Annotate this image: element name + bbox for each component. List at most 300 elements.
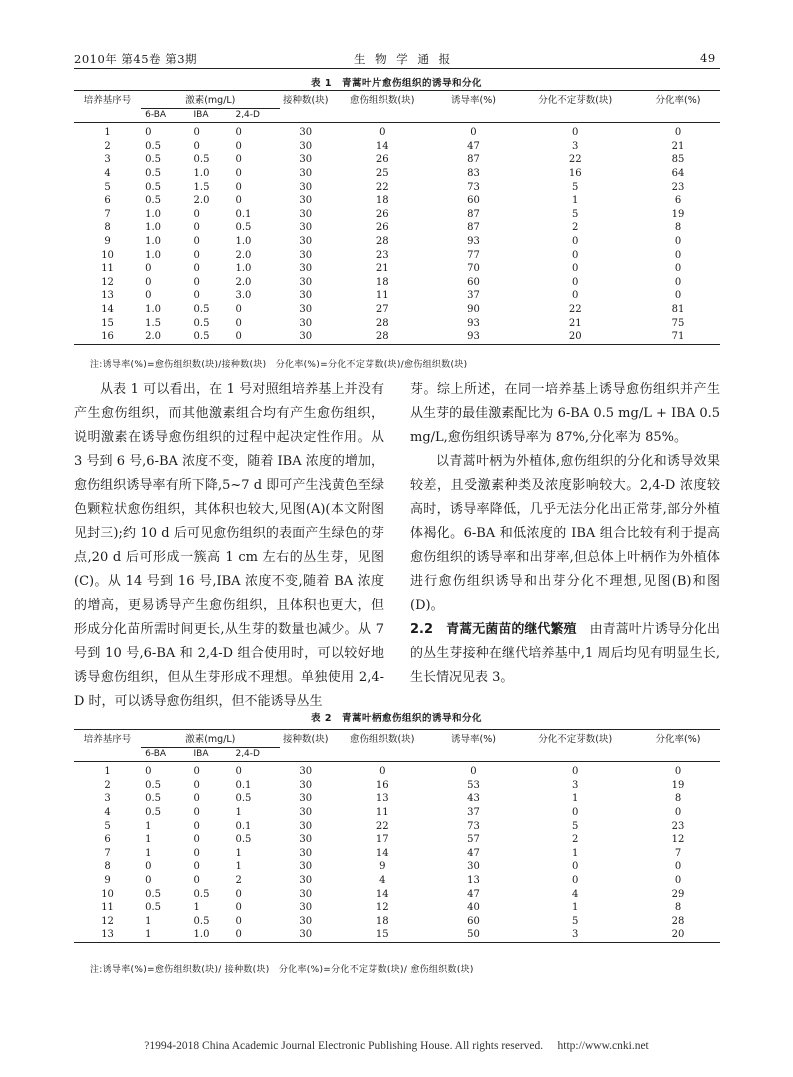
cell-inoculated: 30 <box>299 222 313 234</box>
cell-callus: 26 <box>375 222 389 234</box>
table2-note: 注:诱导率(%)=愈伤组织数(块)/ 接种数(块) 分化率(%)=分化不定芽数(块)/ 愈伤组织数(块) <box>90 965 474 975</box>
table-row <box>74 235 720 249</box>
col-hormone: 激素(mg/L) <box>185 734 236 745</box>
cell-iba: 1.0 <box>193 167 210 179</box>
cell-medium-no: 3 <box>104 154 111 166</box>
cell-diff-rate: 12 <box>671 834 685 846</box>
cell-inoculated: 30 <box>299 290 313 302</box>
col-adventitious-buds: 分化不定芽数(块) <box>538 734 613 745</box>
cell-6ba: 0.5 <box>145 793 162 805</box>
cell-iba: 0.5 <box>193 154 210 166</box>
cell-24d: 1.0 <box>235 235 252 247</box>
col-induction-rate: 诱导率(%) <box>451 95 496 106</box>
table-row <box>74 303 720 317</box>
cell-induction-rate: 0 <box>470 127 477 139</box>
table-row <box>74 276 720 290</box>
cell-diff-rate: 19 <box>671 779 685 791</box>
cell-induction-rate: 93 <box>467 331 480 343</box>
cell-induction-rate: 30 <box>467 861 480 873</box>
cell-inoculated: 30 <box>299 195 313 207</box>
cell-medium-no: 10 <box>101 249 114 261</box>
cell-inoculated: 30 <box>299 902 313 914</box>
col-inoculated: 接种数(块) <box>283 95 329 106</box>
cell-induction-rate: 47 <box>467 140 480 152</box>
cell-24d: 1 <box>235 861 242 873</box>
cell-24d: 0.1 <box>235 208 252 220</box>
cell-buds: 0 <box>572 766 579 778</box>
cell-iba: 0 <box>193 140 200 152</box>
cell-6ba: 0.5 <box>145 167 162 179</box>
cell-callus: 11 <box>375 806 389 818</box>
col-diff-rate: 分化率(%) <box>655 95 701 106</box>
cell-6ba: 1 <box>145 915 152 927</box>
cell-buds: 0 <box>572 263 579 275</box>
cell-callus: 9 <box>379 861 386 873</box>
cell-6ba: 0.5 <box>145 806 162 818</box>
cell-induction-rate: 93 <box>467 235 480 247</box>
cell-medium-no: 11 <box>101 902 114 914</box>
cell-induction-rate: 60 <box>467 915 480 927</box>
cell-inoculated: 30 <box>299 820 313 832</box>
col-6ba: 6-BA <box>141 747 193 762</box>
cell-iba: 0 <box>193 806 200 818</box>
cell-buds: 0 <box>572 235 579 247</box>
cell-buds: 1 <box>572 793 579 805</box>
cell-6ba: 0.5 <box>145 888 162 900</box>
cell-induction-rate: 37 <box>467 290 480 302</box>
cell-medium-no: 12 <box>101 915 114 927</box>
col-iba: IBA <box>194 108 236 123</box>
cell-6ba: 1.0 <box>145 208 162 220</box>
table2-body <box>74 762 720 943</box>
cell-6ba: 1.0 <box>145 303 162 315</box>
cell-diff-rate: 29 <box>671 888 685 900</box>
journal-issue: 2010年 第45卷 第3期 <box>74 52 198 66</box>
table-row <box>74 140 720 154</box>
cell-inoculated: 30 <box>299 249 313 261</box>
table-row <box>74 820 720 834</box>
cell-iba: 0 <box>193 249 200 261</box>
cell-induction-rate: 40 <box>467 902 480 914</box>
cell-medium-no: 5 <box>104 820 111 832</box>
cell-6ba: 0.5 <box>145 902 162 914</box>
cell-inoculated: 30 <box>299 276 313 288</box>
cell-iba: 0 <box>193 874 200 886</box>
cell-callus: 23 <box>375 249 389 261</box>
cell-induction-rate: 47 <box>467 847 480 859</box>
cell-24d: 0 <box>235 902 242 914</box>
cell-6ba: 1 <box>145 820 152 832</box>
cell-buds: 0 <box>572 127 579 139</box>
cell-induction-rate: 93 <box>467 317 480 329</box>
cell-callus: 14 <box>375 847 389 859</box>
paragraph: 芽。综上所述，在同一培养基上诱导愈伤组织并产生从生芽的最佳激素配比为 6-BA 0.5 mg/L + IBA 0.5 mg/L,愈伤组织诱导率为 87%,分化率为 85%。 <box>410 382 720 445</box>
cell-24d: 1.0 <box>235 263 252 275</box>
cell-medium-no: 2 <box>104 779 111 791</box>
cell-6ba: 0.5 <box>145 195 162 207</box>
cell-iba: 0 <box>193 779 200 791</box>
cell-inoculated: 30 <box>299 263 313 275</box>
cell-6ba: 0.5 <box>145 779 162 791</box>
cell-6ba: 0 <box>145 263 152 275</box>
cell-buds: 0 <box>572 290 579 302</box>
cell-24d: 0.5 <box>235 834 252 846</box>
cell-24d: 0 <box>235 317 242 329</box>
cell-medium-no: 8 <box>104 861 111 873</box>
table-row <box>74 221 720 235</box>
table-row <box>74 847 720 861</box>
col-inoculated: 接种数(块) <box>283 734 329 745</box>
cell-diff-rate: 23 <box>671 181 685 193</box>
cell-callus: 18 <box>375 915 389 927</box>
cell-callus: 4 <box>379 874 386 886</box>
cell-24d: 0.1 <box>235 779 252 791</box>
cell-diff-rate: 0 <box>674 127 682 139</box>
cell-24d: 0 <box>235 167 242 179</box>
cell-induction-rate: 37 <box>467 806 480 818</box>
paragraph: 从表 1 可以看出，在 1 号对照组培养基上并没有产生愈伤组织，而其他激素组合均有产生愈伤组织，说明激素在诱导愈伤组织的过程中起决定性作用。从 3 号到 6 号,6-BA 浓度不变，随着 IBA 浓度的增加，愈伤组织诱导率有所下降,5~7 d 即可产生浅黄色至绿色颗粒状愈伤组织，其体积也较大,见图(A)(本文附图见封三);约 10 d 后可见愈伤组织的表面产生绿色的芽点,20 d 后可形成一簇高 1 cm 左右的丛生芽，见图(C)。从 14 号到 16 号,IBA 浓度不变,随着 BA 浓度的增高，更易诱导产生愈伤组织，且体积也更大，但形成分化苗所需时间更长,从生芽的数量也减少。从 7 号到 10 号,6-BA 和 2,4-D 组合使用时，可以较好地诱导愈伤组织，但从生芽形成不理想。单独使用 2,4-D 时，可以诱导愈伤组织，但不能诱导丛生 <box>74 382 384 709</box>
cell-inoculated: 30 <box>299 303 313 315</box>
cell-callus: 17 <box>375 834 389 846</box>
col-callus: 愈伤组织数(块) <box>350 95 415 106</box>
cell-diff-rate: 21 <box>671 140 685 152</box>
cell-iba: 0.5 <box>193 303 210 315</box>
cell-callus: 14 <box>375 888 389 900</box>
section-number: 2.2 <box>410 622 434 637</box>
table-row <box>74 779 720 793</box>
cell-diff-rate: 23 <box>671 820 685 832</box>
cell-diff-rate: 7 <box>674 847 682 859</box>
cell-6ba: 2.0 <box>145 331 162 343</box>
cell-induction-rate: 87 <box>467 154 480 166</box>
cell-diff-rate: 0 <box>674 263 682 275</box>
cell-diff-rate: 0 <box>674 806 682 818</box>
cell-callus: 21 <box>375 263 389 275</box>
cell-inoculated: 30 <box>299 861 313 873</box>
cell-medium-no: 13 <box>101 929 114 941</box>
cell-medium-no: 15 <box>101 317 114 329</box>
cell-inoculated: 30 <box>299 834 313 846</box>
cell-buds: 1 <box>572 847 579 859</box>
col-medium-no: 培养基序号 <box>83 734 132 745</box>
cell-iba: 0 <box>193 290 200 302</box>
cell-induction-rate: 53 <box>467 779 480 791</box>
journal-title: 生 物 学 通 报 <box>354 52 454 66</box>
cell-callus: 0 <box>379 766 386 778</box>
cell-induction-rate: 77 <box>467 249 480 261</box>
body-column-left <box>74 378 384 714</box>
cell-24d: 0 <box>235 331 242 343</box>
cell-24d: 0 <box>235 915 242 927</box>
cell-callus: 22 <box>375 820 389 832</box>
cell-24d: 0.1 <box>235 820 252 832</box>
cell-diff-rate: 0 <box>674 766 682 778</box>
cell-iba: 0 <box>193 235 200 247</box>
cell-buds: 5 <box>572 208 579 220</box>
cell-6ba: 1.0 <box>145 235 162 247</box>
cell-callus: 11 <box>375 290 389 302</box>
cell-induction-rate: 47 <box>467 888 480 900</box>
table-row <box>74 330 720 344</box>
cell-24d: 0.5 <box>235 222 252 234</box>
cell-callus: 13 <box>375 793 389 805</box>
cell-iba: 0 <box>193 127 200 139</box>
cell-induction-rate: 60 <box>467 195 480 207</box>
table-row <box>74 167 720 181</box>
cell-iba: 0 <box>193 208 200 220</box>
cell-buds: 0 <box>572 276 579 288</box>
cell-medium-no: 10 <box>101 888 114 900</box>
cell-iba: 0 <box>193 766 200 778</box>
cell-medium-no: 3 <box>104 793 111 805</box>
cell-induction-rate: 73 <box>467 820 480 832</box>
cell-6ba: 0 <box>145 290 152 302</box>
cell-diff-rate: 8 <box>674 902 682 914</box>
table-row <box>74 153 720 167</box>
cell-6ba: 0 <box>145 127 152 139</box>
cell-inoculated: 30 <box>299 874 313 886</box>
cell-callus: 22 <box>375 181 389 193</box>
cell-buds: 0 <box>572 874 579 886</box>
table-row <box>74 262 720 276</box>
cell-iba: 1.5 <box>193 181 210 193</box>
cell-6ba: 1.0 <box>145 249 162 261</box>
cell-callus: 26 <box>375 208 389 220</box>
cell-medium-no: 8 <box>104 222 111 234</box>
cell-medium-no: 9 <box>104 235 111 247</box>
cell-medium-no: 1 <box>104 766 111 778</box>
table-row <box>74 208 720 222</box>
table-row <box>74 888 720 902</box>
cell-iba: 0.5 <box>193 888 210 900</box>
col-24d: 2,4-D <box>235 747 279 762</box>
cell-iba: 0 <box>193 276 200 288</box>
table-row <box>74 860 720 874</box>
cell-buds: 1 <box>572 902 579 914</box>
cell-inoculated: 30 <box>299 888 313 900</box>
table1-caption: 表 1 青蒿叶片愈伤组织的诱导和分化 <box>311 78 482 89</box>
cell-induction-rate: 70 <box>467 263 480 275</box>
cell-diff-rate: 0 <box>674 249 682 261</box>
cell-buds: 2 <box>572 222 579 234</box>
cell-buds: 20 <box>568 331 582 343</box>
cell-inoculated: 30 <box>299 806 313 818</box>
table-row <box>74 874 720 888</box>
table1-note: 注:诱导率(%)=愈伤组织数(块)/接种数(块) 分化率(%)=分化不定芽数(块)/愈伤组织数(块) <box>90 360 468 370</box>
table-row <box>74 194 720 208</box>
cell-induction-rate: 57 <box>467 834 480 846</box>
cell-24d: 2.0 <box>235 249 252 261</box>
cell-buds: 0 <box>572 861 579 873</box>
col-24d: 2,4-D <box>235 108 279 123</box>
table-row <box>74 317 720 331</box>
cell-6ba: 0 <box>145 766 152 778</box>
cell-diff-rate: 8 <box>674 793 682 805</box>
cell-24d: 0 <box>235 195 242 207</box>
cell-24d: 0 <box>235 303 242 315</box>
cell-diff-rate: 85 <box>671 154 685 166</box>
cell-iba: 1 <box>193 902 200 914</box>
cell-inoculated: 30 <box>299 167 313 179</box>
cell-buds: 5 <box>572 915 579 927</box>
cell-iba: 0.5 <box>193 915 210 927</box>
cell-24d: 0 <box>235 140 242 152</box>
cell-6ba: 1.0 <box>145 222 162 234</box>
cell-callus: 18 <box>375 276 389 288</box>
cell-induction-rate: 50 <box>467 929 480 941</box>
cell-buds: 3 <box>572 779 579 791</box>
cell-diff-rate: 0 <box>674 874 682 886</box>
cell-24d: 0.5 <box>235 793 252 805</box>
cell-induction-rate: 43 <box>467 793 480 805</box>
cell-buds: 3 <box>572 140 579 152</box>
cell-6ba: 0 <box>145 861 152 873</box>
cell-diff-rate: 8 <box>674 222 682 234</box>
table1 <box>74 90 720 345</box>
cell-medium-no: 11 <box>101 263 114 275</box>
cell-diff-rate: 0 <box>674 290 682 302</box>
cell-6ba: 0.5 <box>145 140 162 152</box>
cell-medium-no: 13 <box>101 290 114 302</box>
table-row <box>74 806 720 820</box>
cell-diff-rate: 6 <box>674 195 682 207</box>
cell-medium-no: 16 <box>101 331 114 343</box>
cell-iba: 0.5 <box>193 317 210 329</box>
cell-6ba: 0.5 <box>145 154 162 166</box>
col-medium-no: 培养基序号 <box>83 95 132 106</box>
cell-callus: 26 <box>375 154 389 166</box>
cell-6ba: 1 <box>145 929 152 941</box>
cell-iba: 0 <box>193 834 200 846</box>
cell-buds: 21 <box>568 317 582 329</box>
cell-buds: 22 <box>568 154 582 166</box>
cell-callus: 15 <box>375 929 389 941</box>
cell-inoculated: 30 <box>299 208 313 220</box>
cell-diff-rate: 81 <box>671 303 685 315</box>
cell-24d: 0 <box>235 766 242 778</box>
cell-medium-no: 2 <box>104 140 111 152</box>
cell-inoculated: 30 <box>299 140 313 152</box>
cell-medium-no: 1 <box>104 127 111 139</box>
cell-medium-no: 7 <box>104 847 111 859</box>
cell-induction-rate: 90 <box>467 303 480 315</box>
table-row <box>74 181 720 195</box>
cell-iba: 0 <box>193 847 200 859</box>
cell-callus: 28 <box>375 331 389 343</box>
cell-callus: 12 <box>375 902 389 914</box>
cell-diff-rate: 28 <box>671 915 685 927</box>
cell-inoculated: 30 <box>299 793 313 805</box>
col-adventitious-buds: 分化不定芽数(块) <box>538 95 613 106</box>
cell-iba: 0 <box>193 222 200 234</box>
cell-inoculated: 30 <box>299 154 313 166</box>
cell-diff-rate: 71 <box>671 331 685 343</box>
cell-medium-no: 7 <box>104 208 111 220</box>
col-6ba: 6-BA <box>141 108 193 123</box>
table1-body <box>74 123 720 345</box>
col-induction-rate: 诱导率(%) <box>451 734 496 745</box>
cell-diff-rate: 0 <box>674 861 682 873</box>
cell-callus: 16 <box>375 779 389 791</box>
table-row <box>74 792 720 806</box>
cell-24d: 2 <box>235 874 242 886</box>
col-iba: IBA <box>194 747 236 762</box>
cell-6ba: 1.5 <box>145 317 162 329</box>
cell-medium-no: 9 <box>104 874 111 886</box>
cell-diff-rate: 19 <box>671 208 685 220</box>
cell-24d: 0 <box>235 929 242 941</box>
cell-induction-rate: 60 <box>467 276 480 288</box>
cell-medium-no: 6 <box>104 195 111 207</box>
header-rule <box>74 68 720 69</box>
cell-24d: 3.0 <box>235 290 252 302</box>
cell-24d: 1 <box>235 806 242 818</box>
cell-inoculated: 30 <box>299 847 313 859</box>
page-number: 49 <box>700 51 716 65</box>
cell-6ba: 0.5 <box>145 181 162 193</box>
cell-buds: 22 <box>568 303 582 315</box>
cell-buds: 16 <box>568 167 582 179</box>
cell-24d: 0 <box>235 154 242 166</box>
cell-buds: 5 <box>572 820 579 832</box>
cell-callus: 25 <box>375 167 389 179</box>
cell-6ba: 0 <box>145 276 152 288</box>
cell-buds: 4 <box>572 888 579 900</box>
cell-diff-rate: 20 <box>671 929 685 941</box>
cell-diff-rate: 75 <box>671 317 685 329</box>
cell-medium-no: 4 <box>104 167 111 179</box>
cell-iba: 1.0 <box>193 929 210 941</box>
cell-buds: 1 <box>572 195 579 207</box>
cell-callus: 28 <box>375 317 389 329</box>
cell-24d: 0 <box>235 181 242 193</box>
cell-callus: 0 <box>379 127 386 139</box>
table-row <box>74 833 720 847</box>
cell-callus: 14 <box>375 140 389 152</box>
paragraph: 由青蒿叶片诱导分化出的丛生芽接种在继代培养基中,1 周后均见有明显生长,生长情况见表 3。 <box>410 622 720 685</box>
cell-inoculated: 30 <box>299 929 313 941</box>
table-row <box>74 915 720 929</box>
col-hormone: 激素(mg/L) <box>185 95 236 106</box>
cell-medium-no: 6 <box>104 834 111 846</box>
cell-medium-no: 12 <box>101 276 114 288</box>
section-title: 青蒿无菌苗的继代繁殖 <box>446 622 577 637</box>
table2-caption: 表 2 青蒿叶柄愈伤组织的诱导和分化 <box>311 713 482 724</box>
cell-buds: 0 <box>572 249 579 261</box>
col-diff-rate: 分化率(%) <box>655 734 701 745</box>
copyright-footer: ?1994-2018 China Academic Journal Electronic Publishing House. All rights reserved. http://www.cnki.net <box>144 1040 649 1052</box>
cell-inoculated: 30 <box>299 331 313 343</box>
table2 <box>74 729 720 943</box>
table-row <box>74 123 720 140</box>
cell-24d: 0 <box>235 127 242 139</box>
table-row <box>74 249 720 263</box>
cell-medium-no: 5 <box>104 181 111 193</box>
cell-callus: 28 <box>375 235 389 247</box>
cell-inoculated: 30 <box>299 915 313 927</box>
cell-induction-rate: 87 <box>467 222 480 234</box>
cell-iba: 0 <box>193 793 200 805</box>
cell-iba: 2.0 <box>193 195 210 207</box>
cell-induction-rate: 13 <box>467 874 480 886</box>
cell-inoculated: 30 <box>299 317 313 329</box>
cell-buds: 5 <box>572 181 579 193</box>
cell-buds: 2 <box>572 834 579 846</box>
cell-24d: 0 <box>235 888 242 900</box>
body-column-right <box>410 378 720 690</box>
table-row <box>74 901 720 915</box>
cell-diff-rate: 0 <box>674 276 682 288</box>
